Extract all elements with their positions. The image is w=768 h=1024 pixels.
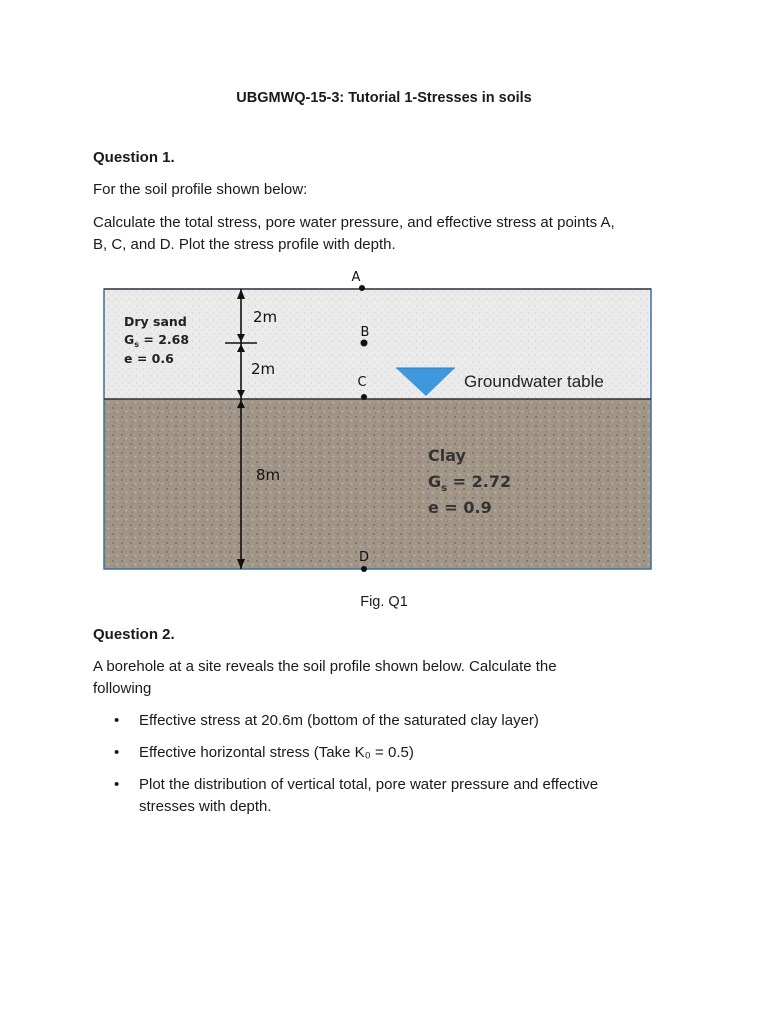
depth-label-2: 2m xyxy=(251,360,276,378)
dry-sand-void-ratio: e = 0.6 xyxy=(124,351,174,366)
point-c-label: C xyxy=(357,375,367,390)
question-2-bullet-list xyxy=(110,710,690,828)
soil-profile-figure xyxy=(93,262,663,582)
clay-void-ratio: e = 0.9 xyxy=(428,498,492,517)
list-item xyxy=(110,742,690,764)
bullet-icon: • xyxy=(114,776,120,793)
dry-sand-gs: $G_s = 2.68$ xyxy=(124,332,190,349)
water-table-label: Groundwater table xyxy=(464,372,604,391)
question-1-intro: For the soil profile shown below: xyxy=(93,181,308,198)
point-b-marker xyxy=(361,340,368,347)
clay-label: Clay xyxy=(428,446,466,465)
point-a-label: A xyxy=(351,270,361,285)
list-item xyxy=(110,774,690,818)
list-item xyxy=(110,710,690,732)
dry-sand-label: Dry sand xyxy=(124,314,187,329)
bullet-text: Effective horizontal stress (Take K₀ = 0.5) xyxy=(139,744,414,761)
point-b-label: B xyxy=(360,325,370,340)
point-c-marker xyxy=(361,394,367,400)
depth-label-1: 2m xyxy=(253,308,278,326)
bullet-text-continued: stresses with depth. xyxy=(139,798,272,815)
figure-caption: Fig. Q1 xyxy=(360,594,408,610)
bullet-icon: • xyxy=(114,744,120,761)
question-1-heading: Question 1. xyxy=(93,149,175,166)
question-2-intro-line-2: following xyxy=(93,680,152,697)
point-d-label: D xyxy=(358,550,370,565)
bullet-icon: • xyxy=(114,712,120,729)
question-1-task-line-1: Calculate the total stress, pore water pressure, and effective stress at points A, xyxy=(93,214,615,231)
clay-layer xyxy=(104,399,651,569)
clay-gs: $G_s = 2.72$ xyxy=(428,472,512,494)
document-title: UBGMWQ-15-3: Tutorial 1-Stresses in soils xyxy=(236,90,532,106)
point-d-marker xyxy=(361,566,367,572)
bullet-text: Plot the distribution of vertical total, pore water pressure and effective xyxy=(139,776,599,793)
question-2-intro-line-1: A borehole at a site reveals the soil profile shown below. Calculate the xyxy=(93,658,557,675)
question-2-heading: Question 2. xyxy=(93,626,175,643)
question-1-task-line-2: B, C, and D. Plot the stress profile with depth. xyxy=(93,236,396,253)
depth-label-3: 8m xyxy=(256,466,281,484)
point-a-marker xyxy=(359,285,365,291)
bullet-text: Effective stress at 20.6m (bottom of the saturated clay layer) xyxy=(139,712,539,729)
